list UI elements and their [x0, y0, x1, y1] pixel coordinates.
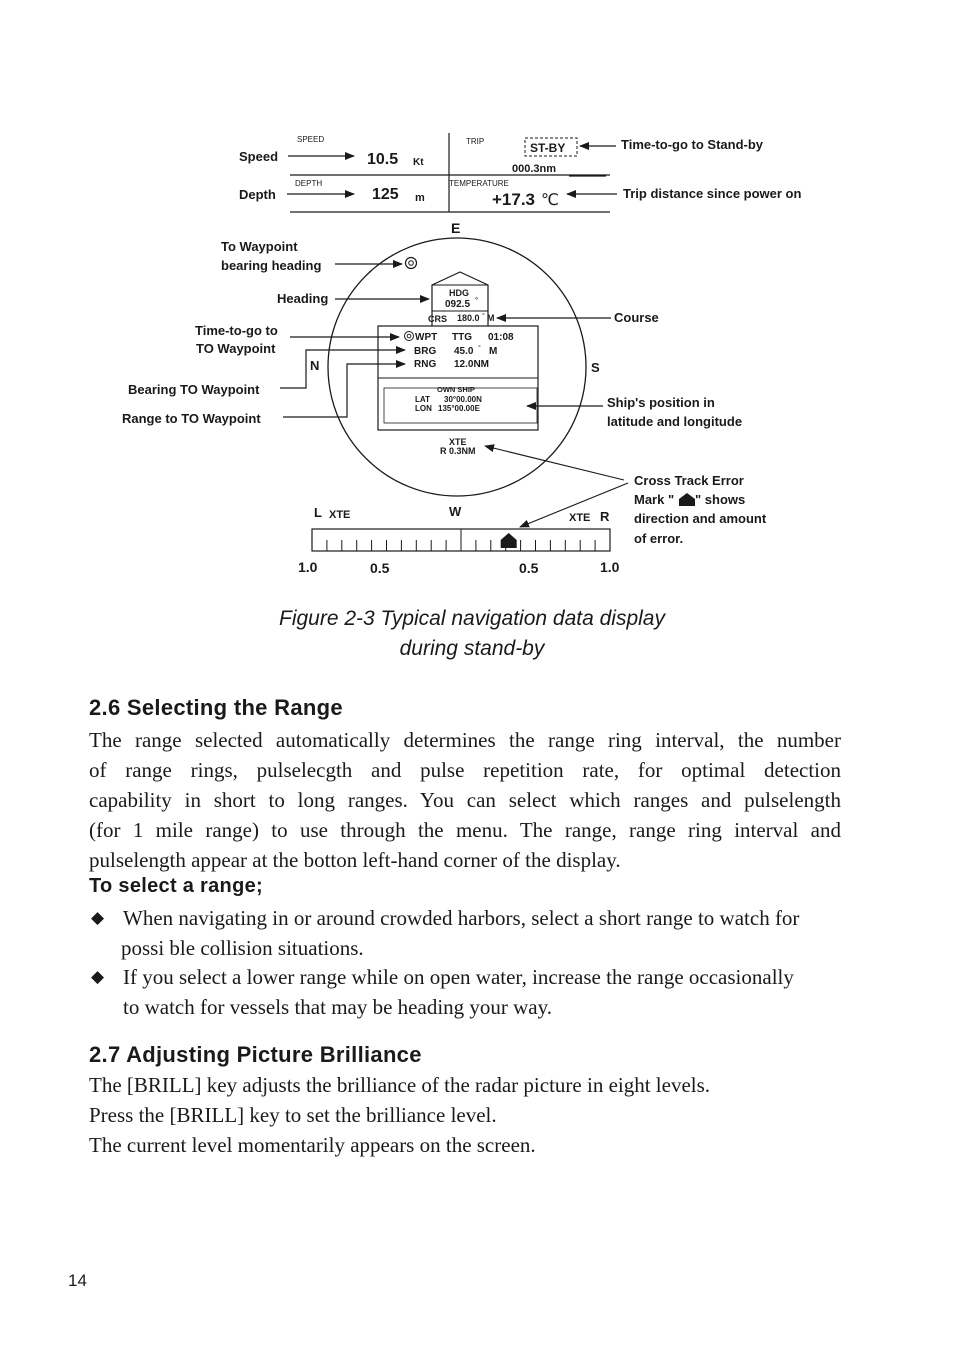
range-waypoint-callout: Range to TO Waypoint — [122, 411, 261, 426]
ttg-value: 01:08 — [488, 332, 514, 343]
scale-tick-label-1: 1.0 — [298, 559, 318, 575]
ttg-waypoint-callout-line1: Time-to-go to — [195, 323, 278, 338]
trip-value: 000.3nm — [512, 163, 557, 175]
lat-value: 30°00.00N — [444, 395, 482, 404]
caption-line2: during stand-by — [399, 637, 545, 660]
ship-position-callout-line2: latitude and longitude — [607, 414, 743, 429]
cross-track-callout-line4: of error. — [634, 531, 684, 546]
speed-value: 10.5 — [367, 151, 399, 168]
bullet-1-line1: When navigating in or around crowded harbors, select a short range to watch for — [123, 906, 800, 930]
temperature-unit: ℃ — [541, 192, 559, 209]
lat-label: LAT — [415, 395, 430, 404]
compass-north: N — [310, 358, 320, 373]
ttg-waypoint-callout-line2: TO Waypoint — [196, 341, 276, 356]
scale-left-l: L — [314, 505, 322, 520]
xte-display-value: R 0.3NM — [440, 446, 476, 456]
section-2-7-line2: Press the [BRILL] key to set the brilliance level. — [89, 1103, 497, 1127]
xte-mark-icon — [679, 493, 695, 506]
figure-caption — [0, 604, 954, 664]
to-waypoint-callout-line1: To Waypoint — [221, 239, 298, 254]
compass-east: E — [451, 220, 461, 236]
temperature-small-label: TEMPERATURE — [449, 179, 509, 188]
cross-track-callout-line3: direction and amount — [634, 511, 767, 526]
select-range-subheading: To select a range; — [89, 875, 263, 897]
wpt-symbol-icon — [405, 332, 414, 341]
ttg-standby-callout: Time-to-go to Stand-by — [621, 137, 764, 152]
body-line: pulselength appear at the botton left-hand corner of the display. — [89, 848, 621, 872]
trip-small-label: TRIP — [466, 137, 485, 146]
xte-display-label: XTE — [449, 437, 467, 447]
bullet-item-1 — [89, 903, 869, 963]
compass-south: S — [591, 360, 600, 375]
speed-unit: Kt — [413, 157, 424, 168]
bullet-item-2 — [89, 962, 869, 1022]
diamond-bullet-icon: ◆ — [91, 967, 105, 986]
crs-degree: ° — [482, 313, 485, 320]
hdg-degree: ° — [475, 296, 479, 305]
hdg-label: HDG — [449, 288, 469, 298]
rng-value: 12.0NM — [454, 359, 490, 370]
cross-track-callout-line2a: Mark " — [634, 492, 675, 507]
temperature-value: +17.3 — [492, 190, 536, 209]
depth-unit: m — [415, 192, 425, 204]
speed-callout: Speed — [239, 149, 279, 164]
crs-unit: M — [487, 313, 495, 323]
cross-track-callout-line1: Cross Track Error — [634, 473, 744, 488]
bullet-2-line1: If you select a lower range while on open water, increase the range occasionally — [123, 965, 794, 989]
depth-callout: Depth — [239, 187, 276, 202]
body-line: (for 1 mile range) to use through the menu. The range, range ring interval and — [89, 818, 841, 842]
scale-right-r: R — [600, 509, 610, 524]
body-line: The range selected automatically determines the range ring interval, the number — [89, 728, 841, 752]
bearing-waypoint-arrow — [280, 350, 405, 388]
course-callout: Course — [614, 310, 659, 325]
heading-callout: Heading — [277, 291, 329, 306]
section-2-6-heading: 2.6 Selecting the Range — [89, 695, 343, 720]
compass-west: W — [449, 504, 462, 519]
scale-tick-label-3: 0.5 — [519, 560, 539, 576]
brg-value: 45.0 — [454, 346, 474, 357]
body-line: capability in short to long ranges. You can select which ranges and pulselength — [89, 788, 841, 812]
brg-label: BRG — [414, 346, 437, 357]
trip-distance-callout: Trip distance since power on — [623, 186, 802, 201]
section-2-6-body — [89, 725, 841, 875]
rng-label: RNG — [414, 359, 437, 370]
bullet-1-line2: possi ble collision situations. — [121, 936, 364, 960]
to-waypoint-callout-line2: bearing heading — [221, 258, 322, 273]
lon-value: 135°00.00E — [438, 404, 480, 413]
depth-value: 125 — [372, 186, 399, 203]
range-waypoint-arrow — [283, 364, 405, 417]
bearing-waypoint-callout: Bearing TO Waypoint — [128, 382, 260, 397]
section-2-7-line1: The [BRILL] key adjusts the brilliance of the radar picture in eight levels. — [89, 1073, 711, 1097]
caption-line1: Figure 2-3 Typical navigation data display — [279, 607, 665, 630]
navigation-display-figure — [0, 0, 954, 600]
section-2-7-heading: 2.7 Adjusting Picture Brilliance — [89, 1042, 422, 1067]
speed-small-label: SPEED — [297, 135, 325, 144]
crs-label: CRS — [428, 314, 448, 324]
hdg-value: 092.5 — [445, 299, 471, 310]
depth-small-label: DEPTH — [295, 179, 323, 188]
crs-value: 180.0 — [457, 313, 480, 323]
ttg-label: TTG — [452, 332, 472, 343]
xte-position-marker-icon — [501, 533, 517, 548]
brg-unit: M — [489, 346, 498, 357]
body-line: of range rings, pulselecgth and pulse repetition rate, for optimal detection — [89, 758, 841, 782]
bullet-2-line2: to watch for vessels that may be heading your way. — [123, 995, 553, 1019]
standby-status: ST-BY — [530, 141, 566, 155]
scale-right-xte: XTE — [569, 512, 591, 524]
ship-position-callout-line1: Ship's position in — [607, 395, 715, 410]
scale-left-xte: XTE — [329, 509, 351, 521]
brg-degree: ° — [478, 345, 481, 352]
section-2-7-line3: The current level momentarily appears on the screen. — [89, 1133, 536, 1157]
waypoint-symbol-icon — [406, 258, 417, 269]
scale-tick-label-4: 1.0 — [600, 559, 620, 575]
own-ship-label: OWN SHIP — [437, 385, 475, 394]
wpt-label: WPT — [415, 332, 438, 343]
lon-label: LON — [415, 404, 432, 413]
xte-scale-ticks — [327, 529, 595, 551]
diamond-bullet-icon: ◆ — [91, 908, 105, 927]
cross-track-callout-line2b: " shows — [695, 492, 746, 507]
scale-tick-label-2: 0.5 — [370, 560, 390, 576]
page-number: 14 — [68, 1271, 87, 1290]
